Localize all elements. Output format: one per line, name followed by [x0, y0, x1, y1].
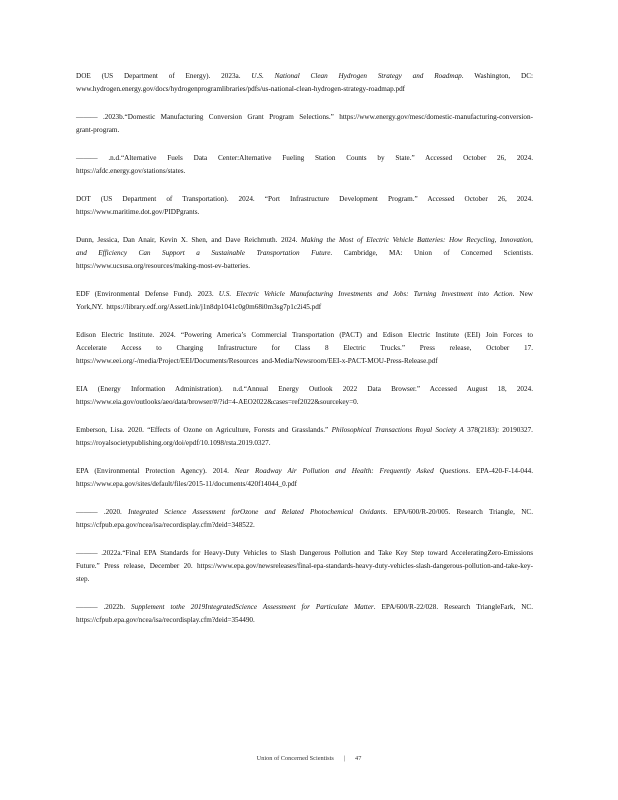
- reference-title: U.S. Electric Vehicle Manufacturing Investments and Jobs: Turning Investment into Action: [218, 290, 513, 298]
- reference-entry: [76, 601, 533, 627]
- reference-text: . Washington, DC: www.hydrogen.energy.gov/docs/hydrogenprogramlibraries/pdfs/us-national-clean-hydrogen-strategy-roadmap.pdf: [76, 72, 534, 93]
- reference-text: ——— .n.d.“Alternative Fuels Data Center:Alternative Fueling Station Counts by State.” Accessed October 26, 2024. https://afdc.energy.gov/stations/states.: [76, 154, 533, 175]
- reference-entry: [76, 506, 533, 532]
- reference-text: ——— .2022a.“Final EPA Standards for Heavy-Duty Vehicles to Slash Dangerous Pollution and Take Key Step toward AcceleratingZero-Emissions Future.” Press release, December 20. https://www.epa.gov/newsreleases/final-epa-standards-heavy-duty-vehicles-slash-dangerous-pollution-and-take-key-step.: [76, 549, 533, 583]
- reference-text: Emberson, Lisa. 2020. “Effects of Ozone on Agriculture, Forests and Grasslands.”: [76, 426, 332, 434]
- reference-entry: [76, 111, 533, 137]
- reference-list: [76, 70, 533, 642]
- reference-entry: [76, 70, 533, 96]
- footer-separator: |: [343, 755, 346, 762]
- reference-text: DOT (US Department of Transportation). 2024. “Port Infrastructure Development Program.” Accessed October 26, 2024. https://www.maritime.dot.gov/PIDPgrants.: [76, 195, 533, 216]
- reference-entry: [76, 193, 533, 219]
- reference-text: . EPA/600/R-22/028. Research TriangleFark, NC. https://cfpub.epa.gov/ncea/isa/recordisplay.cfm?deid=354490.: [76, 603, 533, 624]
- reference-entry: [76, 424, 533, 450]
- reference-text: Dunn, Jessica, Dan Anair, Kevin X. Shen, and Dave Reichmuth. 2024.: [76, 236, 301, 244]
- reference-title: U.S. National Clean Hydrogen Strategy and Roadmap: [251, 72, 462, 80]
- reference-entry: [76, 152, 533, 178]
- reference-entry: [76, 329, 533, 368]
- reference-entry: [76, 465, 533, 491]
- reference-text: EIA (Energy Information Administration). n.d.“Annual Energy Outlook 2022 Data Browser.” Accessed August 18, 2024. https://www.eia.gov/outlooks/aeo/data/browser/#/?id=4-AEO2022&cases=ref2022&sourcekey=0.: [76, 385, 533, 406]
- reference-text: DOE (US Department of Energy). 2023a.: [76, 72, 252, 80]
- reference-text: . New York,NY. https://library.edf.org/AssetLink/j1n8dp1041c0g0m68i0m3sg7p1c2i45.pdf: [76, 290, 533, 311]
- reference-entry: [76, 547, 533, 586]
- reference-title: Near Roadway Air Pollution and Health: Frequently Asked Questions: [234, 467, 469, 475]
- reference-text: . Cambridge, MA: Union of Concerned Scientists. https://www.ucsusa.org/resources/making-most-ev-batteries.: [76, 249, 533, 270]
- reference-text: 378(2183): 20190327. https://royalsocietypublishing.org/doi/epdf/10.1098/rsta.2019.0327.: [76, 426, 533, 447]
- page-number: 47: [355, 755, 362, 762]
- reference-text: . EPA/600/R-20/005. Research Triangle, NC. https://cfpub.epa.gov/ncea/isa/recordisplay.cfm?deid=348522.: [76, 508, 534, 529]
- reference-title: Supplement tothe 2019IntegratedScience Assessment for Particulate Matter: [131, 603, 374, 611]
- reference-text: EPA (Environmental Protection Agency). 2014.: [76, 467, 235, 475]
- reference-text: EDF (Environmental Defense Fund). 2023.: [76, 290, 219, 298]
- page-footer: [0, 755, 618, 762]
- reference-entry: [76, 383, 533, 409]
- reference-title: Integrated Science Assessment forOzone and Related Photochemical Oxidants: [128, 508, 386, 516]
- reference-entry: [76, 234, 533, 273]
- footer-org: Union of Concerned Scientists: [256, 755, 334, 762]
- reference-text: Edison Electric Institute. 2024. “Powering America’s Commercial Transportation (PACT) and Edison Electric Institute (EEI) Join Forces to Accelerate Access to Charging Infrastructure for Class 8 Electric Trucks.” Press release, October 17. https://www.eei.org/-/media/Project/EEI/Documents/Resources and-Media/Newsroom/EEI-x-PACT-MOU-Press-Release.pdf: [76, 331, 533, 365]
- reference-entry: [76, 288, 533, 314]
- reference-title: Making the Most of Electric Vehicle Batteries: How Recycling, Innovation, and Efficiency Can Support a Sustainable Transportation Future: [76, 236, 533, 257]
- reference-text: . EPA-420-F-14-044. https://www.epa.gov/sites/default/files/2015-11/documents/420f14044_0.pdf: [76, 467, 533, 488]
- reference-text: ——— .2020.: [76, 508, 129, 516]
- reference-title: Philosophical Transactions Royal Society A: [331, 426, 464, 434]
- reference-text: ——— .2023b.“Domestic Manufacturing Conversion Grant Program Selections.” https://www.energy.gov/mesc/domestic-manufacturing-conversion-grant-program.: [76, 113, 533, 134]
- reference-text: ——— .2022b.: [76, 603, 132, 611]
